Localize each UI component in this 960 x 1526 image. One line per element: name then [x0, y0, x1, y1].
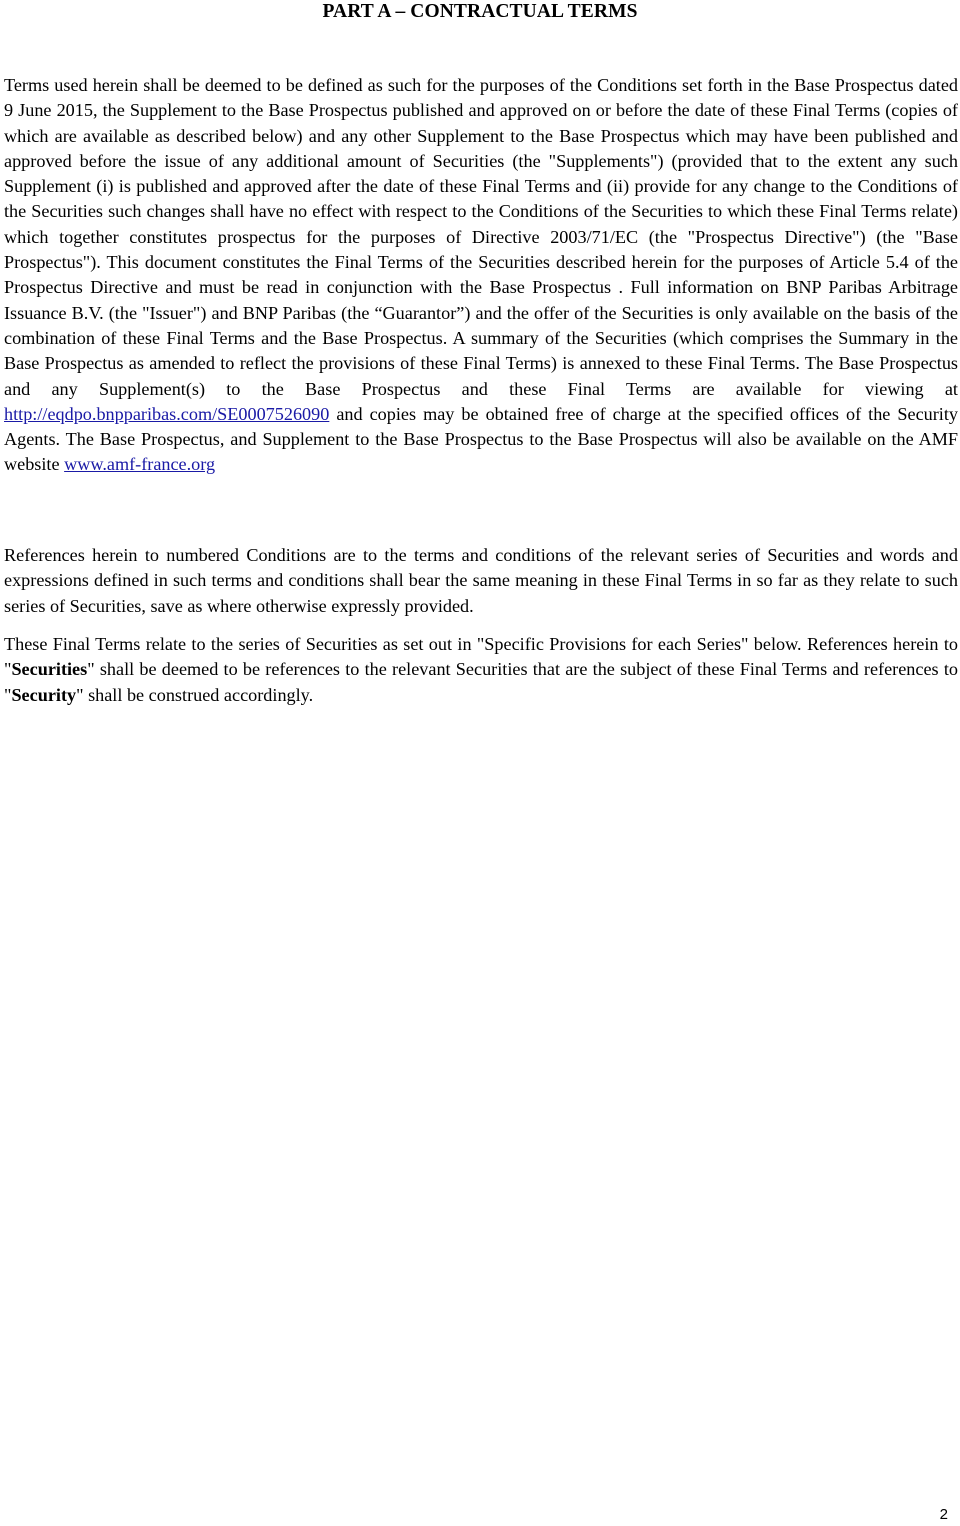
- bnpparibas-link[interactable]: http://eqdpo.bnpparibas.com/SE0007526090: [4, 403, 330, 424]
- securities-term: Securities: [11, 659, 88, 680]
- amf-website-link[interactable]: www.amf-france.org: [64, 454, 216, 475]
- paragraph-series-text-middle: " shall be deemed to be references to the relevant Securities that are the subject of these Final Terms and references to ": [4, 659, 958, 705]
- page-number: 2: [939, 1506, 948, 1523]
- page-title: PART A – CONTRACTUAL TERMS: [322, 1, 638, 22]
- paragraph-series-text: These Final Terms relate to the series of Securities as set out in "Specific Provisions for each Series" below. References herein to ": [4, 634, 958, 680]
- paragraph-definitions-text-continued: and copies may be obtained free of charge at the specified offices of the Security Agents. The Base Prospectus, and Supplement to the Base Prospectus to the Base Prospectus will also be available on the AMF website: [4, 403, 958, 475]
- paragraph-series: [4, 632, 958, 708]
- security-term: Security: [11, 684, 77, 705]
- paragraph-definitions: [4, 73, 958, 478]
- paragraph-references: References herein to numbered Conditions are to the terms and conditions of the relevant series of Securities and words and expressions defined in such terms and conditions shall bear the same meaning in these Final Terms in so far as they relate to such series of Securities, save as where otherwise expressly provided.: [4, 545, 958, 616]
- paragraph-series-text-end: " shall be construed accordingly.: [76, 684, 314, 705]
- paragraph-definitions-text: Terms used herein shall be deemed to be defined as such for the purposes of the Conditions set forth in the Base Prospectus dated 9 June 2015, the Supplement to the Base Prospectus published and approved on or before the date of these Final Terms (copies of which are available as described below) and any other Supplement to the Base Prospectus which may have been published and approved before the issue of any additional amount of Securities (the "Supplements") (provided that to the extent any such Supplement (i) is published and approved after the date of these Final Terms and (ii) provide for any change to the Conditions of the Securities such changes shall have no effect with respect to the Conditions of the Securities to which these Final Terms relate) which together constitutes prospectus for the purposes of Directive 2003/71/EC (the "Prospectus Directive") (the "Base Prospectus"). This document constitutes the Final Terms of the Securities described herein for the purposes of Article 5.4 of the Prospectus Directive and must be read in conjunction with the Base Prospectus . Full information on BNP Paribas Arbitrage Issuance B.V. (the "Issuer") and BNP Paribas (the “Guarantor”) and the offer of the Securities is only available on the basis of the combination of these Final Terms and the Base Prospectus. A summary of the Securities (which comprises the Summary in the Base Prospectus as amended to reflect the provisions of these Final Terms) is annexed to these Final Terms. The Base Prospectus and any Supplement(s) to the Base Prospectus and these Final Terms are available for viewing at: [4, 75, 958, 399]
